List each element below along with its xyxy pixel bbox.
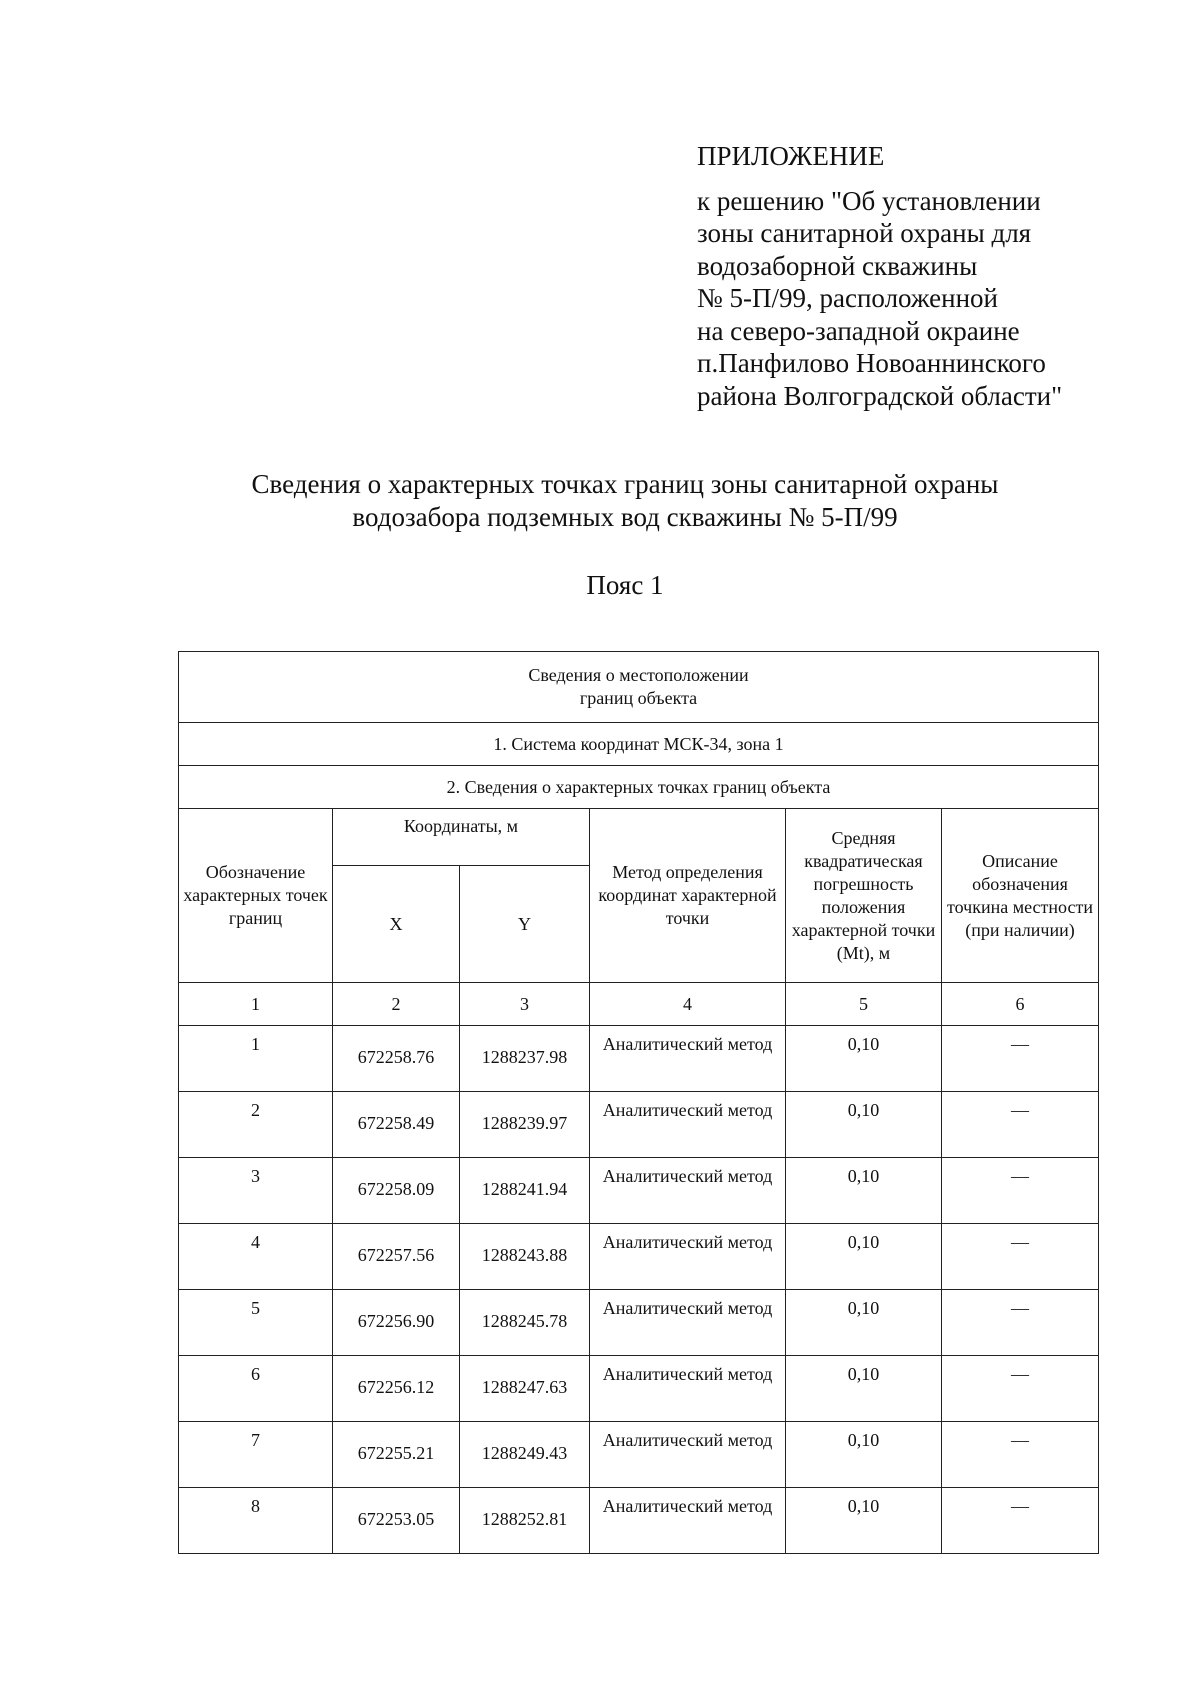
coord-x: 672258.49	[333, 1092, 460, 1158]
error-cell: 0,10	[786, 1488, 942, 1554]
header-coordinates: Координаты, м	[333, 809, 590, 866]
document-title	[0, 468, 1200, 534]
section-title-cell: Сведения о местоположении границ объекта	[179, 652, 1099, 723]
header-method: Метод определения координат характерной точки	[590, 809, 786, 983]
appendix-line: п.Панфилово Новоаннинского	[697, 348, 1046, 378]
coord-x: 672253.05	[333, 1488, 460, 1554]
error-cell: 0,10	[786, 1158, 942, 1224]
description-cell: —	[942, 1356, 1099, 1422]
table-row	[179, 1290, 1099, 1356]
point-number: 4	[179, 1224, 333, 1290]
description-cell: —	[942, 1026, 1099, 1092]
column-number: 1	[179, 983, 333, 1026]
column-number: 4	[590, 983, 786, 1026]
description-cell: —	[942, 1092, 1099, 1158]
point-number: 1	[179, 1026, 333, 1092]
coord-y: 1288245.78	[460, 1290, 590, 1356]
point-number: 6	[179, 1356, 333, 1422]
table-row	[179, 1356, 1099, 1422]
description-cell: —	[942, 1224, 1099, 1290]
error-cell: 0,10	[786, 1290, 942, 1356]
table-body	[179, 1026, 1099, 1554]
table-row	[179, 1422, 1099, 1488]
appendix-line: района Волгоградской области"	[697, 380, 1063, 411]
coord-y: 1288237.98	[460, 1026, 590, 1092]
table-row	[179, 1026, 1099, 1092]
coord-x: 672258.09	[333, 1158, 460, 1224]
point-number: 5	[179, 1290, 333, 1356]
coord-y: 1288252.81	[460, 1488, 590, 1554]
table-row	[179, 1224, 1099, 1290]
coord-x: 672255.21	[333, 1422, 460, 1488]
coord-y: 1288239.97	[460, 1092, 590, 1158]
error-cell: 0,10	[786, 1356, 942, 1422]
method-cell: Аналитический метод	[590, 1290, 786, 1356]
column-number: 3	[460, 983, 590, 1026]
point-number: 3	[179, 1158, 333, 1224]
error-cell: 0,10	[786, 1422, 942, 1488]
header-description: Описание обозначения точкина местности (при наличии)	[942, 809, 1099, 983]
appendix-line: водозаборной скважины	[697, 250, 978, 281]
appendix-line: зоны санитарной охраны для	[697, 218, 1032, 248]
appendix-block	[697, 140, 1117, 412]
point-number: 7	[179, 1422, 333, 1488]
appendix-line: на северо-западной окраине	[697, 315, 1020, 346]
header-error: Средняя квадратическая погрешность положения характерной точки (Mt), м	[786, 809, 942, 983]
column-number: 6	[942, 983, 1099, 1026]
coord-y: 1288249.43	[460, 1422, 590, 1488]
appendix-heading: ПРИЛОЖЕНИЕ	[697, 141, 885, 171]
boundary-points-table	[178, 651, 1099, 1554]
belt-label: Пояс 1	[586, 570, 664, 600]
coord-x: 672257.56	[333, 1224, 460, 1290]
header-y: Y	[460, 866, 590, 983]
description-cell: —	[942, 1488, 1099, 1554]
column-number: 5	[786, 983, 942, 1026]
coord-system-cell: 1. Система координат МСК-34, зона 1	[179, 723, 1099, 766]
table-row	[179, 1488, 1099, 1554]
table-row	[179, 1158, 1099, 1224]
error-cell: 0,10	[786, 1224, 942, 1290]
coord-y: 1288247.63	[460, 1356, 590, 1422]
description-cell: —	[942, 1158, 1099, 1224]
points-title-cell: 2. Сведения о характерных точках границ объекта	[179, 766, 1099, 809]
coord-y: 1288241.94	[460, 1158, 590, 1224]
header-x: X	[333, 866, 460, 983]
coord-x: 672256.12	[333, 1356, 460, 1422]
error-cell: 0,10	[786, 1092, 942, 1158]
table-row	[179, 1092, 1099, 1158]
method-cell: Аналитический метод	[590, 1092, 786, 1158]
method-cell: Аналитический метод	[590, 1422, 786, 1488]
coord-y: 1288243.88	[460, 1224, 590, 1290]
header-designation: Обозначение характерных точек границ	[179, 809, 333, 983]
coord-x: 672256.90	[333, 1290, 460, 1356]
appendix-line: № 5-П/99, расположенной	[697, 283, 998, 313]
document-title-line: Сведения о характерных точках границ зоны санитарной охраны	[251, 469, 999, 499]
method-cell: Аналитический метод	[590, 1158, 786, 1224]
point-number: 2	[179, 1092, 333, 1158]
method-cell: Аналитический метод	[590, 1224, 786, 1290]
method-cell: Аналитический метод	[590, 1356, 786, 1422]
method-cell: Аналитический метод	[590, 1026, 786, 1092]
error-cell: 0,10	[786, 1026, 942, 1092]
coord-x: 672258.76	[333, 1026, 460, 1092]
appendix-line: к решению "Об установлении	[697, 185, 1041, 216]
document-title-line: водозабора подземных вод скважины № 5-П/99	[352, 502, 898, 532]
method-cell: Аналитический метод	[590, 1488, 786, 1554]
description-cell: —	[942, 1422, 1099, 1488]
point-number: 8	[179, 1488, 333, 1554]
description-cell: —	[942, 1290, 1099, 1356]
column-number: 2	[333, 983, 460, 1026]
